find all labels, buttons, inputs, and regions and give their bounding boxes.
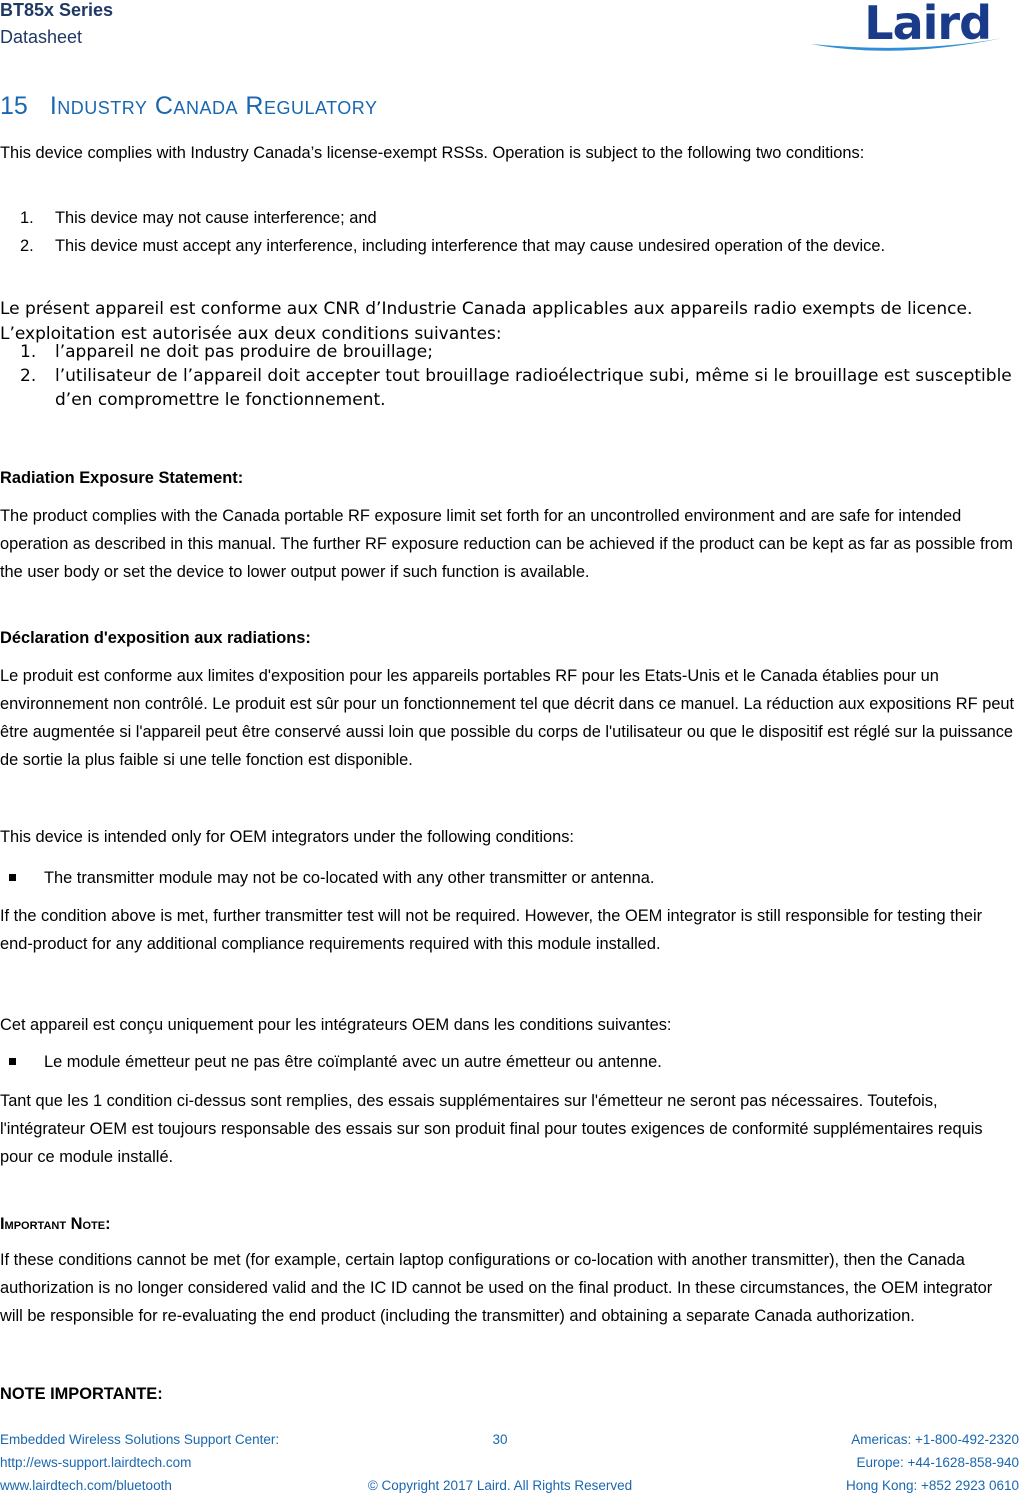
fr-condition-list <box>0 340 1019 412</box>
list-item-text: This device may not cause interference; and <box>55 209 377 227</box>
list-item <box>0 340 1019 364</box>
radiation-paragraph: The product complies with the Canada portable RF exposure limit set forth for an uncontrolled environment and are safe for intended operation as described in this manual. The further RF exposure reduction can be achieved if the product can be kept as far as possible from the user body or set the device to lower output power if such function is available. <box>0 507 1013 581</box>
oem-fr-bullet-list <box>0 1048 1019 1076</box>
list-item-number: 1. <box>20 209 34 227</box>
list-item <box>0 864 1019 892</box>
footer-americas-phone: Americas: +1-800-492-2320 <box>851 1432 1019 1447</box>
intro-paragraph: This device complies with Industry Canada’s license-exempt RSSs. Operation is subject to the following two conditions: <box>0 144 865 162</box>
oem-paragraph: If the condition above is met, further transmitter test will not be required. However, the OEM integrator is still responsible for testing their end-product for any additional compliance requirements required with this module installed. <box>0 907 983 953</box>
oem-intro: This device is intended only for OEM integrators under the following conditions: <box>0 828 574 846</box>
footer-europe-phone: Europe: +44-1628-858-940 <box>856 1455 1019 1470</box>
declaration-paragraph: Le produit est conforme aux limites d'exposition pour les appareils portables RF pour les Etats-Unis et le Canada établies pour un environnement non contrôlé. Le produit est sûr pour un fonctionnement tel que décrit dans ce manuel. La réduction aux expositions RF peut être augmentée si l'appareil peut être conservé aussi loin que possible du corps de l'utilisateur ou que le dispositif est réglé sur la puissance de sortie la plus faible si une telle fonction est disponible. <box>0 667 1015 769</box>
header-doc-type: Datasheet <box>0 27 83 47</box>
logo-wordmark: Laird <box>864 0 991 50</box>
list-item-text: l’appareil ne doit pas produire de brouillage; <box>55 342 433 362</box>
footer-web-link[interactable]: www.lairdtech.com/bluetooth <box>0 1478 172 1493</box>
list-item-text: l’utilisateur de l’appareil doit accepter tout brouillage radioélectrique subi, même si le brouillage est susceptible d’en compromettre le fonctionnement. <box>55 366 1012 410</box>
footer-support-center: Embedded Wireless Solutions Support Center: <box>0 1432 280 1447</box>
oem-fr-intro: Cet appareil est conçu uniquement pour les intégrateurs OEM dans les conditions suivantes: <box>0 1016 672 1034</box>
footer-copyright: © Copyright 2017 Laird. All Rights Reserved <box>367 1478 633 1493</box>
list-item-number: 1. <box>20 342 37 362</box>
note-importante-heading: NOTE IMPORTANTE: <box>0 1385 163 1403</box>
oem-bullet-list <box>0 864 1019 892</box>
bullet-icon <box>9 1058 16 1065</box>
footer-right <box>846 1428 1019 1497</box>
list-item <box>0 1048 1019 1076</box>
list-item-text: The transmitter module may not be co-located with any other transmitter or antenna. <box>44 869 655 887</box>
header-series: BT85x Series <box>0 0 114 20</box>
section-title: Industry Canada Regulatory <box>49 92 378 120</box>
list-item-text: Le module émetteur peut ne pas être coïmplanté avec un autre émetteur ou antenne. <box>44 1053 662 1071</box>
laird-logo <box>805 2 1005 54</box>
page-number: 30 <box>492 1432 508 1447</box>
section-number: 15 <box>0 92 28 120</box>
list-item-number: 2. <box>20 366 37 386</box>
bullet-icon <box>9 874 16 881</box>
list-item <box>0 204 1019 232</box>
list-item-text: This device must accept any interference, including interference that may cause undesired operation of the device. <box>55 237 886 255</box>
list-item <box>0 364 1019 412</box>
important-note-heading: Important Note: <box>0 1215 111 1233</box>
oem-fr-paragraph: Tant que les 1 condition ci-dessus sont remplies, des essais supplémentaires sur l'émetteur ne seront pas nécessaires. Toutefois, l'intégrateur OEM est toujours responsable des essais sur son produit final pour toutes exigences de conformité supplémentaires requis pour ce module installé. <box>0 1092 983 1166</box>
radiation-heading: Radiation Exposure Statement: <box>0 469 244 487</box>
intro-block <box>0 139 1019 167</box>
list-item <box>0 232 1019 260</box>
important-note-paragraph: If these conditions cannot be met (for example, certain laptop configurations or co-location with another transmitter), then the Canada authorization is no longer considered valid and the IC ID cannot be used on the final product. In these circumstances, the OEM integrator will be responsible for re-evaluating the end product (including the transmitter) and obtaining a separate Canada authorization. <box>0 1251 993 1325</box>
footer-hongkong-phone: Hong Kong: +852 2923 0610 <box>845 1478 1019 1493</box>
list-item-number: 2. <box>20 237 34 255</box>
footer-support-link[interactable]: http://ews-support.lairdtech.com <box>0 1455 192 1470</box>
declaration-heading: Déclaration d'exposition aux radiations: <box>0 629 311 647</box>
fr-intro-paragraph: Le présent appareil est conforme aux CNR d’Industrie Canada applicables aux appareils radio exempts de licence. L’exploitation est autorisée aux deux conditions suivantes: <box>0 299 973 344</box>
condition-list <box>0 204 1019 260</box>
section-heading <box>0 92 378 121</box>
